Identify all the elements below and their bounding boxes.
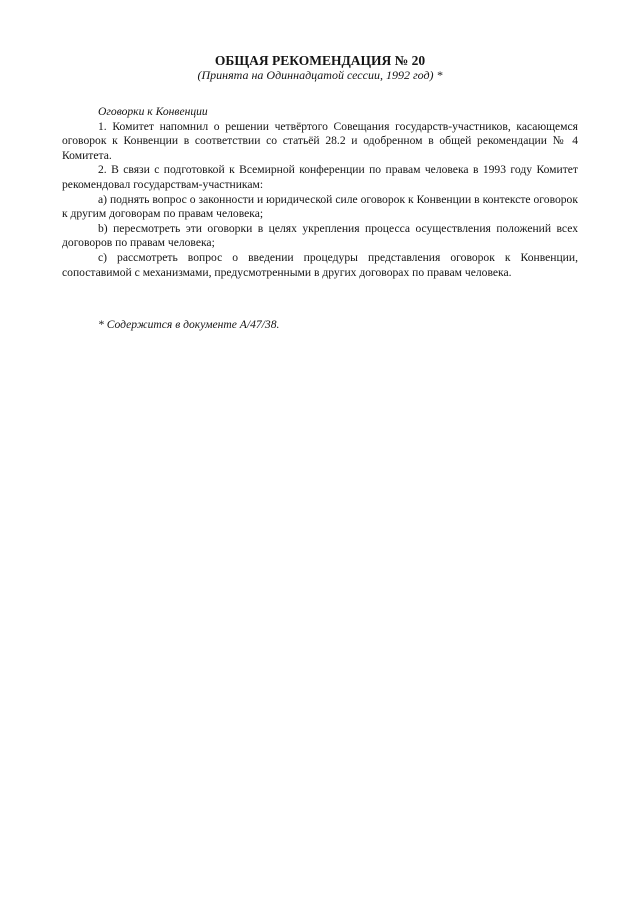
paragraph-item-a: a) поднять вопрос о законности и юридической силе оговорок к Конвенции в контексте оговорок к другим договорам по правам человека;: [62, 192, 578, 221]
document-title: ОБЩАЯ РЕКОМЕНДАЦИЯ № 20: [214, 53, 426, 68]
paragraph-1: 1. Комитет напомнил о решении четвёртого Совещания государств-участников, касающемся оговорок к Конвенции в соответствии со статьёй 28.2 и одобренном в общей рекомендации № 4 Комитета.: [62, 119, 578, 162]
paragraph-2: 2. В связи с подготовкой к Всемирной конференции по правам человека в 1993 году Комитет рекомендовал государствам-участникам:: [62, 163, 578, 191]
paragraph-item-b: b) пересмотреть эти оговорки в целях укрепления процесса осуществления положений всех договоров по правам человека;: [62, 221, 578, 250]
section-heading: Оговорки к Конвенции: [98, 105, 208, 118]
title-block: [62, 53, 578, 83]
document-body: [62, 105, 578, 280]
footnote: * Содержится в документе A/47/38.: [98, 318, 280, 332]
paragraph-item-c: c) рассмотреть вопрос о введении процедуры представления оговорок к Конвенции, сопоставимой с механизмами, предусмотренными в других договорах по правам человека.: [62, 250, 578, 279]
document-subtitle: (Принята на Одиннадцатой сессии, 1992 год) *: [197, 68, 443, 82]
